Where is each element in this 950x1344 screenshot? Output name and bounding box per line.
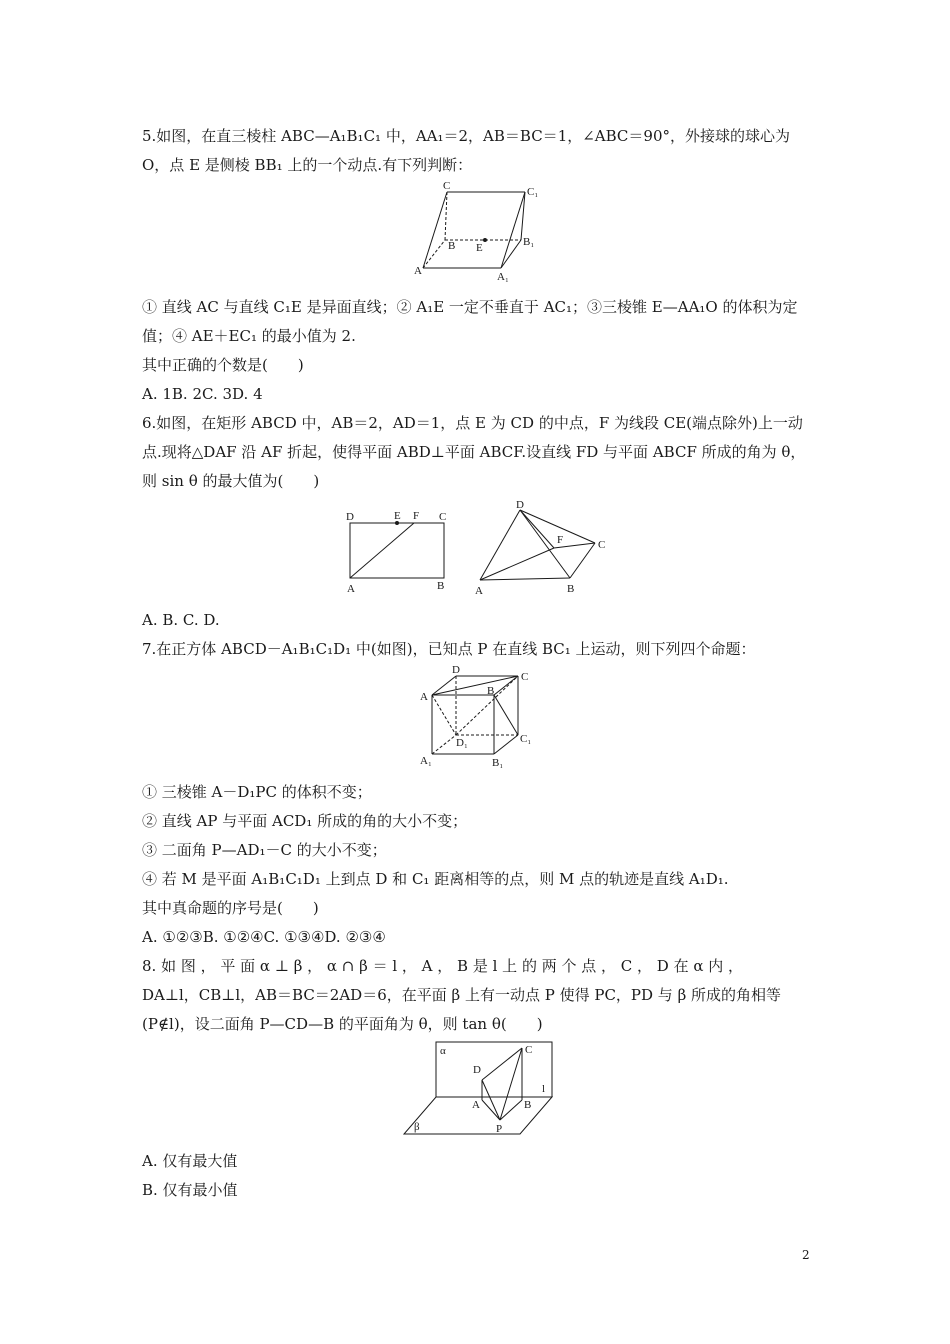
label-C: C [521,671,529,683]
q7-proposition-1: ① 三棱锥 A－D₁PC 的体积不变； [142,783,372,801]
q5-options: A. 1B. 2C. 3D. 4 [142,385,263,403]
segment-A-F [350,523,414,578]
point-E [483,238,487,242]
q8-option-a: A. 仅有最大值 [142,1152,238,1170]
label-D-folded: D [516,500,524,511]
q5-judgments-line2: 值；④ AE＋EC₁ 的最小值为 2. [142,327,356,345]
label-C1: C₁ [527,186,539,198]
label-P: P [496,1123,503,1135]
q6-rectangle-fold-figure [340,500,620,600]
plane-alpha [436,1042,552,1097]
label-C-folded: C [598,539,606,551]
q6-stem-line1: 6.如图，在矩形 ABCD 中，AB＝2，AD＝1，点 E 为 CD 的中点，F 为线段 CE(端点除外)上一动 [142,414,803,432]
label-D: D [346,511,354,523]
segment-D-C [482,1048,522,1080]
label-C1: C₁ [520,733,532,745]
q5-stem-line1: 5.如图，在直三棱柱 ABC—A₁B₁C₁ 中，AA₁＝2，AB＝BC＝1，∠ABC＝90°，外接球的球心为 [142,127,790,145]
q5-stem-line2: O，点 E 是侧棱 BB₁ 上的一个动点.有下列判断： [142,156,473,174]
edge-D-F [520,510,554,548]
q7-proposition-4: ④ 若 M 是平面 A₁B₁C₁D₁ 上到点 D 和 C₁ 距离相等的点，则 M 点的轨迹是直线 A₁D₁. [142,870,729,888]
label-A: A [420,691,428,703]
label-B: B [437,580,445,592]
edge-C-A [423,192,447,268]
label-C: C [525,1044,533,1056]
label-D: D [452,664,460,676]
label-E: E [476,242,483,254]
label-C: C [439,511,447,523]
label-A: A [414,265,422,277]
q7-options: A. ①②③B. ①②④C. ①③④D. ②③④ [142,928,386,946]
label-A: A [347,583,355,595]
edge-D-A [480,510,520,580]
edge-A1-B1 [501,240,521,268]
label-l: l [542,1083,546,1095]
diagonal-B-C1 [494,695,518,735]
label-C: C [443,180,451,192]
edge-C-B-hidden [445,192,447,240]
label-B1: B₁ [492,757,504,769]
edge-A-B-hidden [423,240,445,268]
page-number: 2 [802,1248,810,1262]
label-B: B [487,685,495,697]
label-F: F [413,510,420,522]
q8-stem-line3: (P∉l)，设二面角 P—CD—B 的平面角为 θ，则 tan θ( ) [142,1015,543,1033]
label-E: E [394,510,401,522]
label-B: B [524,1099,532,1111]
q5-prism-figure [405,180,555,282]
q7-cube-figure [412,662,542,772]
edge-A-B [480,578,570,580]
q8-stem-line1: 8. 如 图 ， 平 面 α ⊥ β ， α ∩ β ＝ l ， A ， B 是 l 上 的 两 个 点 ， C ， D 在 α 内 ， [142,957,744,975]
label-F-folded: F [557,534,564,546]
q8-planes-figure [400,1040,560,1138]
q6-stem-line2: 点.现将△DAF 沿 AF 折起，使得平面 ABD⊥平面 ABCF.设直线 FD 与平面 ABCF 所成的角为 θ， [142,443,806,461]
edge-B1-C1 [494,735,518,754]
label-alpha: α [440,1045,446,1057]
edge-A1-D1-hidden [432,735,456,754]
q7-question: 其中真命题的序号是( ) [142,899,319,917]
label-B: B [448,240,456,252]
segment-D-P [482,1080,500,1120]
rectangle-ABCD [350,523,444,578]
edge-A-F [480,548,554,580]
q8-stem-line2: DA⊥l，CB⊥l，AB＝BC＝2AD＝6，在平面 β 上有一动点 P 使得 PC，PD 与 β 所成的角相等 [142,986,782,1004]
label-B-folded: B [567,583,575,595]
q7-proposition-2: ② 直线 AP 与平面 ACD₁ 所成的角的大小不变； [142,812,468,830]
q6-stem-line3: 则 sin θ 的最大值为( ) [142,472,320,490]
edge-B-C [570,543,595,578]
diagonal-A-D1-hidden [432,695,456,735]
label-D1: D₁ [456,737,468,749]
segment-A-P [482,1100,500,1120]
q8-option-b: B. 仅有最小值 [142,1181,238,1199]
label-D: D [473,1064,481,1076]
label-beta: β [414,1121,420,1133]
label-A1: A₁ [497,271,509,282]
q6-options: A. B. C. D. [142,611,220,629]
q7-proposition-3: ③ 二面角 P—AD₁－C 的大小不变； [142,841,387,859]
q5-question: 其中正确的个数是( ) [142,356,304,374]
label-A1: A₁ [420,755,432,767]
label-A-folded: A [475,585,483,597]
label-A: A [472,1099,480,1111]
label-B1: B₁ [523,236,535,248]
q5-judgments-line1: ① 直线 AC 与直线 C₁E 是异面直线；② A₁E 一定不垂直于 AC₁；③三棱锥 E—AA₁O 的体积为定 [142,298,798,316]
segment-C-P [500,1048,522,1120]
q7-stem: 7.在正方体 ABCD－A₁B₁C₁D₁ 中(如图)，已知点 P 在直线 BC₁ 上运动，则下列四个命题： [142,640,756,658]
diagonal-A-C [432,676,518,695]
